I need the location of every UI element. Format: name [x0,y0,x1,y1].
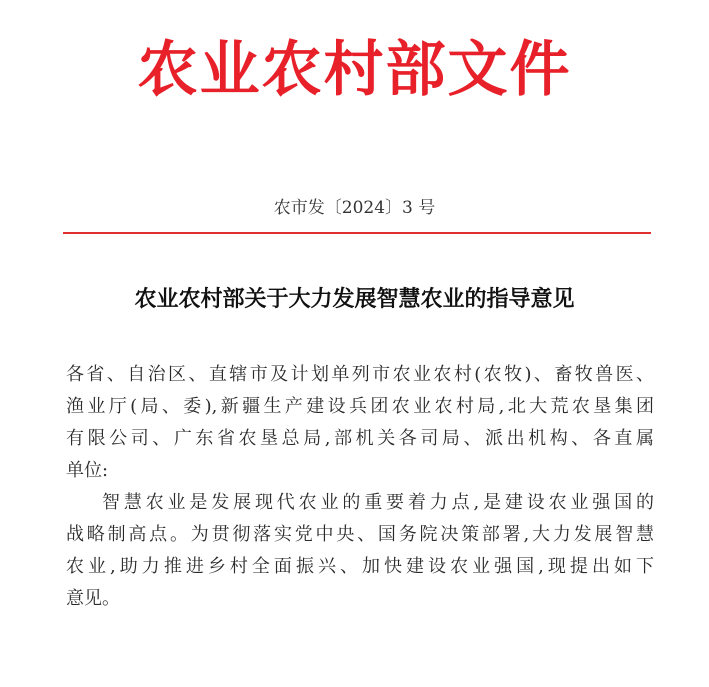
red-divider-line [63,232,651,234]
paragraph-line: 农业,助力推进乡村全面振兴、加快建设农业强国,现提出如下 [66,556,654,577]
document-number: 农市发〔2024〕3 号 [273,198,436,218]
salutation-line: 渔业厅(局、委),新疆生产建设兵团农业农村局,北大荒农垦集团 [66,396,654,417]
paragraph-line: 意见。 [66,588,120,609]
document-masthead: 农业农村部文件 [137,35,572,105]
document-title: 农业农村部关于大力发展智慧农业的指导意见 [134,286,575,312]
paragraph-line: 战略制高点。为贯彻落实党中央、国务院决策部署,大力发展智慧 [66,524,654,545]
salutation-line: 有限公司、广东省农垦总局,部机关各司局、派出机构、各直属 [66,428,654,449]
paragraph-line: 智慧农业是发展现代农业的重要着力点,是建设农业强国的 [102,492,654,513]
salutation-line: 各省、自治区、直辖市及计划单列市农业农村(农牧)、畜牧兽医、 [66,364,654,385]
document-body [66,359,654,615]
salutation-line: 单位: [66,460,109,481]
